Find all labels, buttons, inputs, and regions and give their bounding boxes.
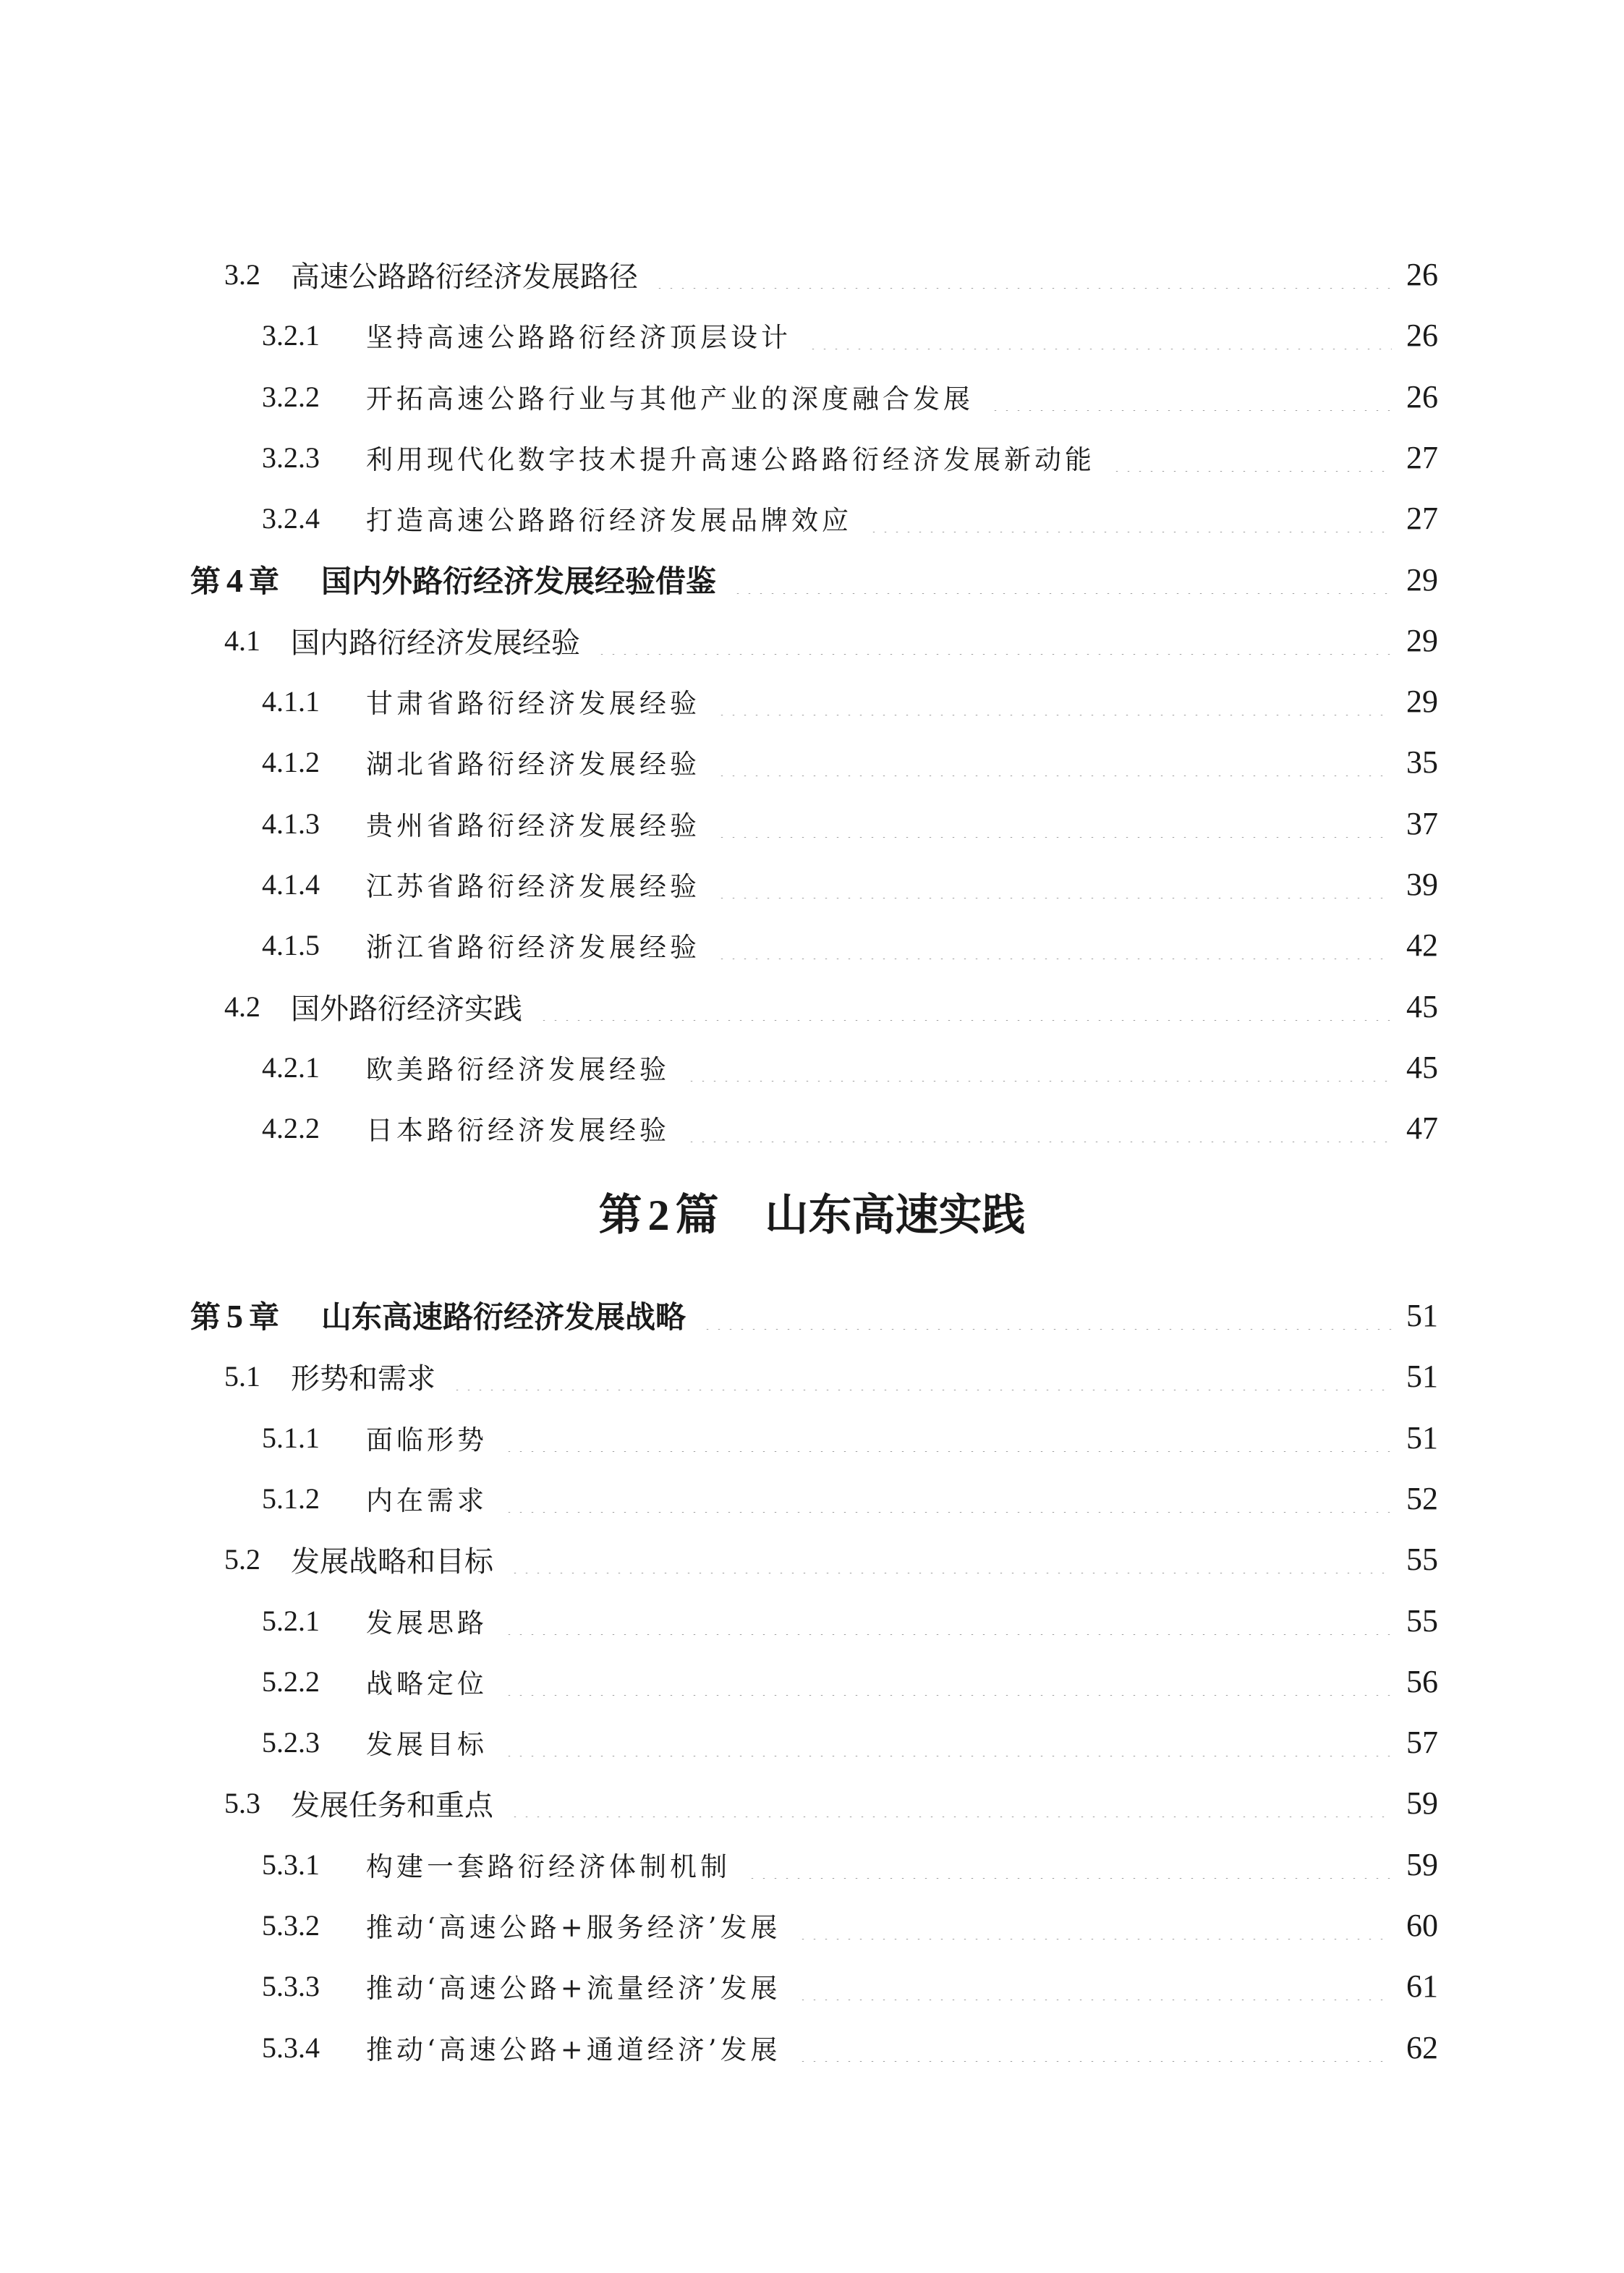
entry-number: 4.1.4: [262, 867, 320, 901]
entry-page-number: 61: [1406, 1968, 1438, 2004]
entry-title: 浙江省路衍经济发展经验: [366, 932, 700, 963]
entry-number: 5.3.1: [262, 1848, 320, 1881]
dot-leader: [807, 320, 1392, 349]
entry-page-number: 26: [1406, 317, 1438, 353]
entry-page-number: 47: [1406, 1110, 1438, 1146]
entry-page-number: 57: [1406, 1724, 1438, 1760]
entry-title: 贵州省路衍经济发展经验: [366, 810, 700, 841]
toc-entry-sub: [0, 1097, 1624, 1158]
entry-number: 3.2.3: [262, 441, 320, 474]
entry-title: 推动‘高速公路+服务经济’发展: [366, 1912, 781, 1943]
dot-leader: [503, 1667, 1392, 1696]
entry-title: 发展任务和重点: [291, 1788, 493, 1822]
dot-leader: [509, 1545, 1392, 1573]
chapter-number: 4: [226, 562, 244, 599]
entry-title: 开拓高速公路行业与其他产业的深度融合发展: [366, 383, 974, 415]
entry-title: 湖北省路衍经济发展经验: [366, 749, 700, 780]
entry-page-number: 29: [1406, 561, 1438, 598]
part-title: 山东高速实践: [765, 1190, 1026, 1241]
toc-entry-chapter: [0, 549, 1624, 610]
dot-leader: [451, 1361, 1392, 1390]
toc-entry-sub: [0, 914, 1624, 975]
dot-leader: [716, 930, 1392, 959]
entry-title: 山东高速路衍经济发展战略: [321, 1299, 686, 1335]
entry-title: 日本路衍经济发展经验: [366, 1115, 670, 1146]
dot-leader: [716, 747, 1392, 776]
entry-page-number: 42: [1406, 927, 1438, 963]
entry-page-number: 45: [1406, 1049, 1438, 1085]
dot-leader: [716, 870, 1392, 898]
toc-entry-chapter: [0, 1285, 1624, 1346]
entry-title: 面临形势: [366, 1424, 488, 1456]
dot-leader: [509, 1788, 1392, 1817]
toc-entry-sub: [0, 1590, 1624, 1651]
entry-page-number: 27: [1406, 500, 1438, 536]
entry-number: 4.1.2: [262, 745, 320, 778]
entry-title: 江苏省路衍经济发展经验: [366, 871, 700, 902]
entry-title: 国外路衍经济实践: [291, 992, 522, 1026]
entry-title: 高速公路路衍经济发展路径: [291, 260, 638, 294]
toc-entry-sub: [0, 2017, 1624, 2078]
toc-entry-section: [0, 1529, 1624, 1589]
entry-title: 推动‘高速公路+通道经济’发展: [366, 2034, 781, 2065]
entry-number: [190, 1293, 279, 1337]
entry-page-number: 27: [1406, 439, 1438, 475]
dot-leader: [797, 1911, 1392, 1940]
dot-leader: [732, 565, 1392, 594]
entry-number: 3.2: [224, 258, 260, 291]
entry-page-number: 37: [1406, 805, 1438, 841]
entry-title: 发展思路: [366, 1607, 488, 1639]
part-suffix: 篇: [675, 1190, 719, 1241]
toc-entry-sub: [0, 1955, 1624, 2016]
dot-leader: [686, 1053, 1392, 1082]
dot-leader: [503, 1728, 1392, 1756]
toc-entry-section: [0, 1346, 1624, 1406]
entry-page-number: 35: [1406, 744, 1438, 780]
chapter-prefix: 第: [190, 564, 221, 599]
entry-title: 国内路衍经济发展经验: [291, 626, 580, 660]
toc-entry-section: [0, 1772, 1624, 1833]
entry-number: 5.2.1: [262, 1604, 320, 1637]
entry-number: 4.1.3: [262, 807, 320, 840]
entry-page-number: 29: [1406, 683, 1438, 719]
dot-leader: [503, 1423, 1392, 1452]
dot-leader: [716, 809, 1392, 838]
chapter-prefix: 第: [190, 1299, 221, 1335]
toc-entry-sub: [0, 427, 1624, 488]
entry-number: 5.2.2: [262, 1665, 320, 1698]
dot-leader: [868, 504, 1392, 532]
entry-page-number: 51: [1406, 1297, 1438, 1333]
entry-page-number: 55: [1406, 1602, 1438, 1639]
entry-title: 战略定位: [366, 1668, 488, 1699]
entry-page-number: 45: [1406, 988, 1438, 1024]
entry-title: 欧美路衍经济发展经验: [366, 1054, 670, 1085]
entry-title: 利用现代化数字技术提升高速公路路衍经济发展新动能: [366, 444, 1095, 475]
toc-entry-sub: [0, 1712, 1624, 1772]
toc-entry-sub: [0, 793, 1624, 854]
entry-title: 发展战略和目标: [291, 1545, 493, 1579]
dot-leader: [503, 1484, 1392, 1513]
entry-number: 5.1: [224, 1359, 260, 1393]
dot-leader: [654, 260, 1392, 289]
entry-page-number: 26: [1406, 256, 1438, 292]
toc-entry-sub: [0, 671, 1624, 731]
toc-entry-sub: [0, 488, 1624, 548]
entry-page-number: 51: [1406, 1419, 1438, 1456]
entry-number: 3.2.4: [262, 501, 320, 535]
part-number: 2: [647, 1191, 670, 1239]
entry-title: 国内外路衍经济发展经验借鉴: [321, 564, 717, 599]
entry-number: [190, 558, 279, 601]
entry-number: 5.3.2: [262, 1908, 320, 1942]
entry-number: 4.2.1: [262, 1050, 320, 1084]
entry-title: 打造高速公路路衍经济发展品牌效应: [366, 505, 852, 536]
entry-number: 3.2.2: [262, 380, 320, 413]
entry-number: 5.3: [224, 1786, 260, 1819]
chapter-suffix: 章: [249, 1299, 280, 1335]
entry-number: 4.1.5: [262, 928, 320, 961]
toc-entry-sub: [0, 1407, 1624, 1468]
entry-title: 形势和需求: [291, 1361, 435, 1395]
entry-number: 5.2.3: [262, 1725, 320, 1759]
part-heading: [0, 1179, 1624, 1252]
entry-title: 构建一套路衍经济体制机制: [366, 1851, 731, 1882]
toc-entry-sub: [0, 1651, 1624, 1712]
entry-number: 5.1.2: [262, 1482, 320, 1515]
toc-entry-section: [0, 610, 1624, 671]
entry-number: 5.1.1: [262, 1421, 320, 1454]
toc-entry-sub: [0, 731, 1624, 792]
chapter-suffix: 章: [249, 564, 280, 599]
dot-leader: [596, 626, 1392, 655]
chapter-number: 5: [226, 1298, 244, 1335]
dot-leader: [702, 1301, 1392, 1330]
entry-number: 4.2: [224, 990, 260, 1023]
dot-leader: [1111, 443, 1392, 472]
toc-entry-sub: [0, 366, 1624, 427]
entry-page-number: 62: [1406, 2029, 1438, 2065]
entry-number: 4.1.1: [262, 684, 320, 718]
entry-title: 推动‘高速公路+流量经济’发展: [366, 1973, 781, 2004]
entry-page-number: 55: [1406, 1541, 1438, 1577]
dot-leader: [716, 687, 1392, 715]
dot-leader: [797, 1971, 1392, 2000]
entry-page-number: 56: [1406, 1663, 1438, 1699]
entry-page-number: 29: [1406, 622, 1438, 658]
toc-entry-section: [0, 976, 1624, 1037]
entry-page-number: 26: [1406, 378, 1438, 415]
part-prefix: 第: [598, 1190, 642, 1241]
toc-entry-sub: [0, 1834, 1624, 1895]
entry-page-number: 59: [1406, 1846, 1438, 1882]
entry-title: 发展目标: [366, 1729, 488, 1760]
toc-entry-sub: [0, 1468, 1624, 1529]
entry-page-number: 52: [1406, 1480, 1438, 1516]
toc-entry-sub: [0, 1037, 1624, 1097]
toc-entry-sub: [0, 854, 1624, 914]
toc-entry-section: [0, 244, 1624, 305]
toc-entry-sub: [0, 1895, 1624, 1955]
entry-title: 甘肃省路衍经济发展经验: [366, 688, 700, 719]
entry-page-number: 59: [1406, 1785, 1438, 1821]
entry-number: 5.2: [224, 1542, 260, 1576]
toc-entry-sub: [0, 305, 1624, 365]
entry-page-number: 60: [1406, 1907, 1438, 1943]
entry-number: 3.2.1: [262, 318, 320, 352]
entry-number: 5.3.3: [262, 1969, 320, 2002]
dot-leader: [797, 2033, 1392, 2062]
entry-number: 4.1: [224, 624, 260, 657]
dot-leader: [990, 382, 1392, 411]
entry-page-number: 51: [1406, 1358, 1438, 1394]
dot-leader: [538, 992, 1392, 1021]
entry-number: 5.3.4: [262, 2031, 320, 2064]
entry-title: 内在需求: [366, 1485, 488, 1516]
entry-title: 坚持高速公路路衍经济顶层设计: [366, 322, 791, 353]
entry-page-number: 39: [1406, 866, 1438, 902]
dot-leader: [503, 1606, 1392, 1635]
entry-number: 4.2.2: [262, 1111, 320, 1144]
dot-leader: [686, 1113, 1392, 1142]
dot-leader: [747, 1850, 1392, 1879]
